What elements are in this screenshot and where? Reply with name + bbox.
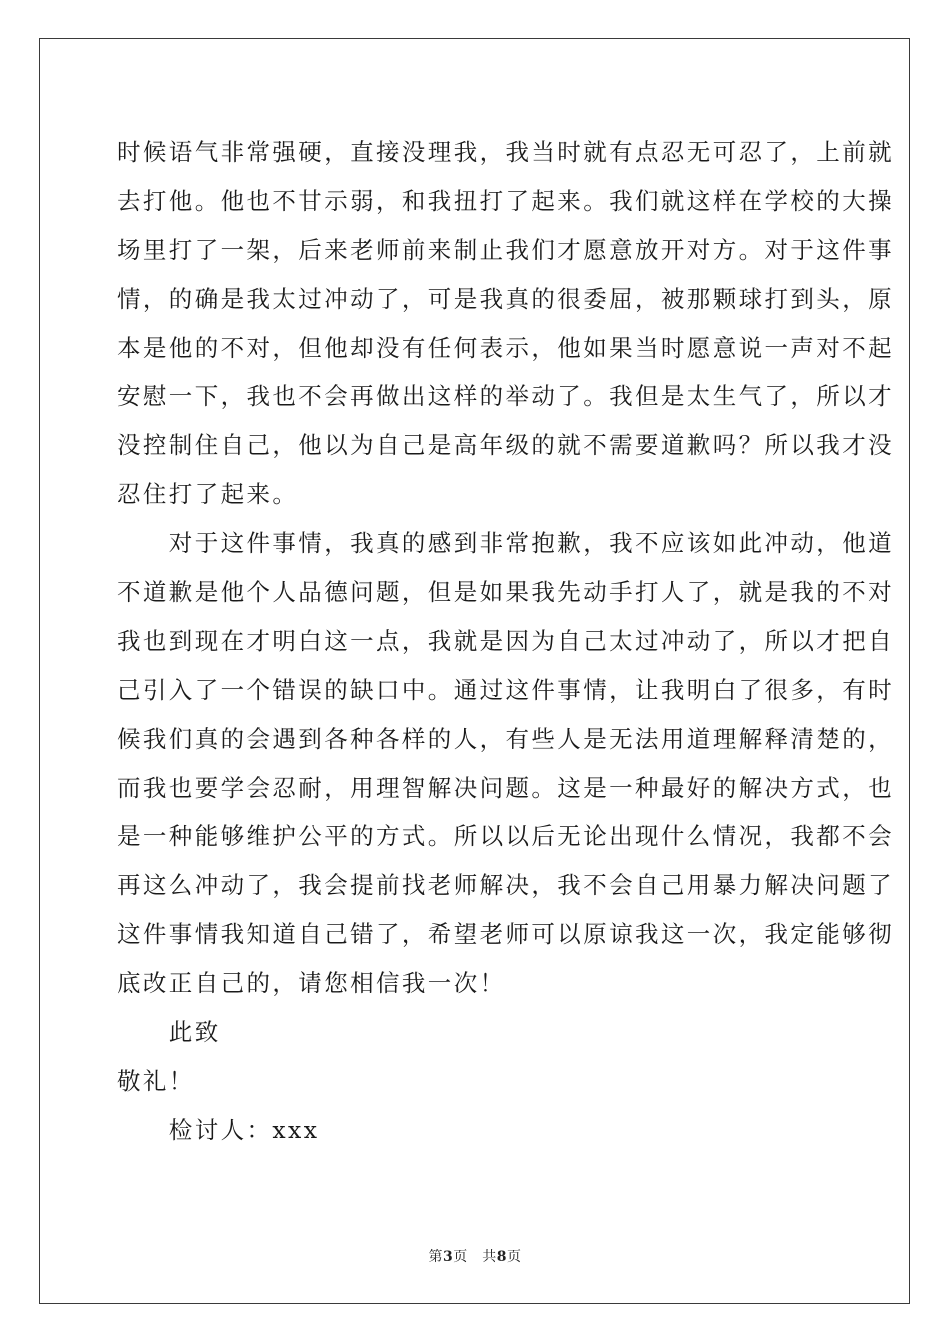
body-line: 没控制住自己，他以为自己是高年级的就不需要道歉吗？所以我才没 [117, 431, 894, 460]
body-line: 不道歉是他个人品德问题，但是如果我先动手打人了，就是我的不对 [117, 578, 894, 607]
closing-regards: 敬礼！ [117, 1066, 195, 1095]
body-line: 对于这件事情，我真的感到非常抱歉，我不应该如此冲动，他道 [117, 529, 894, 558]
body-line: 而我也要学会忍耐，用理智解决问题。这是一种最好的解决方式，也 [117, 773, 894, 802]
body-line: 情，的确是我太过冲动了，可是我真的很委屈，被那颗球打到头，原 [117, 284, 894, 313]
body-line: 去打他。他也不甘示弱，和我扭打了起来。我们就这样在学校的大操 [117, 186, 894, 215]
letter-body [117, 128, 894, 1155]
body-line: 己引入了一个错误的缺口中。通过这件事情，让我明白了很多，有时 [117, 675, 894, 704]
page-footer [0, 1246, 950, 1266]
footer-suffix: 页 [507, 1249, 522, 1265]
current-page-number: 3 [443, 1249, 454, 1265]
body-line: 我也到现在才明白这一点，我就是因为自己太过冲动了，所以才把自 [117, 626, 894, 655]
total-pages-number: 8 [496, 1249, 507, 1265]
body-line: 忍住打了起来。 [117, 480, 299, 509]
body-line: 本是他的不对，但他却没有任何表示，他如果当时愿意说一声对不起 [117, 333, 894, 362]
body-line: 是一种能够维护公平的方式。所以以后无论出现什么情况，我都不会 [117, 822, 894, 851]
body-line: 再这么冲动了，我会提前找老师解决，我不会自己用暴力解决问题了 [117, 871, 894, 900]
footer-prefix: 第 [428, 1249, 443, 1265]
footer-middle: 页 共 [453, 1249, 497, 1265]
body-line: 时候语气非常强硬，直接没理我，我当时就有点忍无可忍了，上前就 [117, 138, 894, 166]
body-line: 候我们真的会遇到各种各样的人，有些人是无法用道理解释清楚的， [117, 724, 894, 753]
body-line: 安慰一下，我也不会再做出这样的举动了。我但是太生气了，所以才 [117, 382, 894, 411]
body-line: 场里打了一架，后来老师前来制止我们才愿意放开对方。对于这件事 [117, 235, 894, 264]
signature-line: 检讨人：xxx [117, 1115, 320, 1144]
closing-salutation: 此致 [117, 1018, 221, 1047]
body-line: 这件事情我知道自己错了，希望老师可以原谅我这一次，我定能够彻 [117, 920, 894, 949]
body-line: 底改正自己的，请您相信我一次！ [117, 969, 506, 998]
